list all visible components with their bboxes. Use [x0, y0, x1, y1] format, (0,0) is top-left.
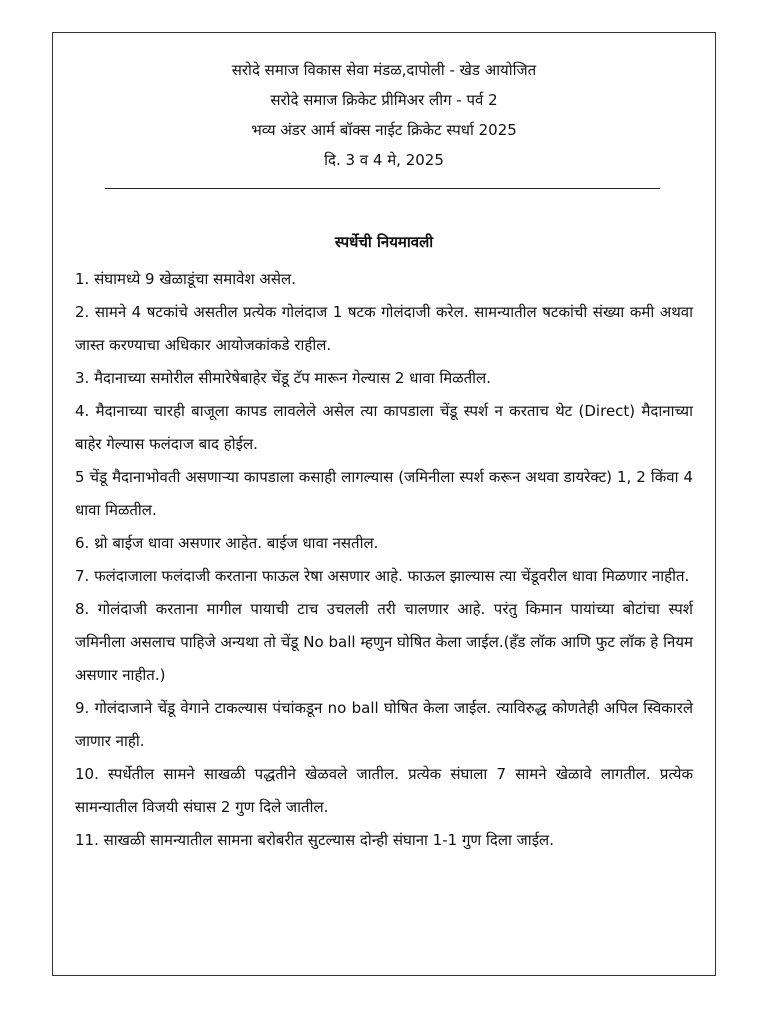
tournament-title: भव्य अंडर आर्म बॉक्स नाईट क्रिकेट स्पर्धा 2025	[251, 121, 517, 139]
rule-item: 4. मैदानाच्या चारही बाजूला कापड लावलेले असेल त्या कापडाला चेंडू स्पर्श न करताच थेट (Direct) मैदानाच्या बाहेर गेल्यास फलंदाज बाद होईल.	[75, 402, 693, 453]
rules-title: स्पर्धेची नियमावली	[334, 233, 434, 251]
event-date: दि. 3 व 4 मे, 2025	[324, 151, 444, 169]
rule-item: 8. गोलंदाजी करताना मागील पायाची टाच उचलली तरी चालणार आहे. परंतु किमान पायांच्या बोटांचा स्पर्श जमिनीला असलाच पाहिजे अन्यथा तो चेंडू No ball म्हणुन घोषित केला जाईल.(हॅंड लॉक आणि फुट लॉक हे नियम असणार नाहीत.)	[75, 600, 693, 684]
rule-item: 11. साखळी सामन्यातील सामना बरोबरीत सुटल्यास दोन्ही संघाना 1-1 गुण दिला जाईल.	[75, 831, 554, 849]
header-divider	[105, 188, 660, 189]
rule-item: 6. थ्रो बाईज धावा असणार आहेत. बाईज धावा नसतील.	[75, 534, 379, 552]
rules-list	[75, 263, 693, 857]
document-page	[52, 32, 716, 976]
rule-item: 3. मैदानाच्या समोरील सीमारेषेबाहेर चेंडू टॅप मारून गेल्यास 2 धावा मिळतील.	[75, 369, 491, 387]
rule-item: 1. संघामध्ये 9 खेळाडूंचा समावेश असेल.	[75, 270, 296, 288]
league-name: सरोदे समाज क्रिकेट प्रीमिअर लीग - पर्व 2	[270, 91, 498, 109]
organizer-line: सरोदे समाज विकास सेवा मंडळ,दापोली - खेड आयोजित	[231, 61, 537, 79]
rule-item: 9. गोलंदाजाने चेंडू वेगाने टाकल्यास पंचांकडून no ball घोषित केला जाईल. त्याविरुद्ध कोणतेही अपिल स्विकारले जाणार नाही.	[75, 699, 693, 750]
rule-item: 5 चेंडू मैदानाभोवती असणाऱ्या कापडाला कसाही लागल्यास (जमिनीला स्पर्श करून अथवा डायरेक्ट) 1, 2 किंवा 4 धावा मिळतील.	[75, 468, 693, 519]
rule-item: 2. सामने 4 षटकांचे असतील प्रत्येक गोलंदाज 1 षटक गोलंदाजी करेल. सामन्यातील षटकांची संख्या कमी अथवा जास्त करण्याचा अधिकार आयोजकांकडे राहील.	[75, 303, 693, 354]
document-header	[53, 55, 715, 175]
rule-item: 10. स्पर्धेतील सामने साखळी पद्धतीने खेळवले जातील. प्रत्येक संघाला 7 सामने खेळावे लागतील. प्रत्येक सामन्यातील विजयी संघास 2 गुण दिले जातील.	[75, 765, 693, 816]
rule-item: 7. फलंदाजाला फलंदाजी करताना फाऊल रेषा असणार आहे. फाऊल झाल्यास त्या चेंडूवरील धावा मिळणार नाहीत.	[75, 567, 690, 585]
